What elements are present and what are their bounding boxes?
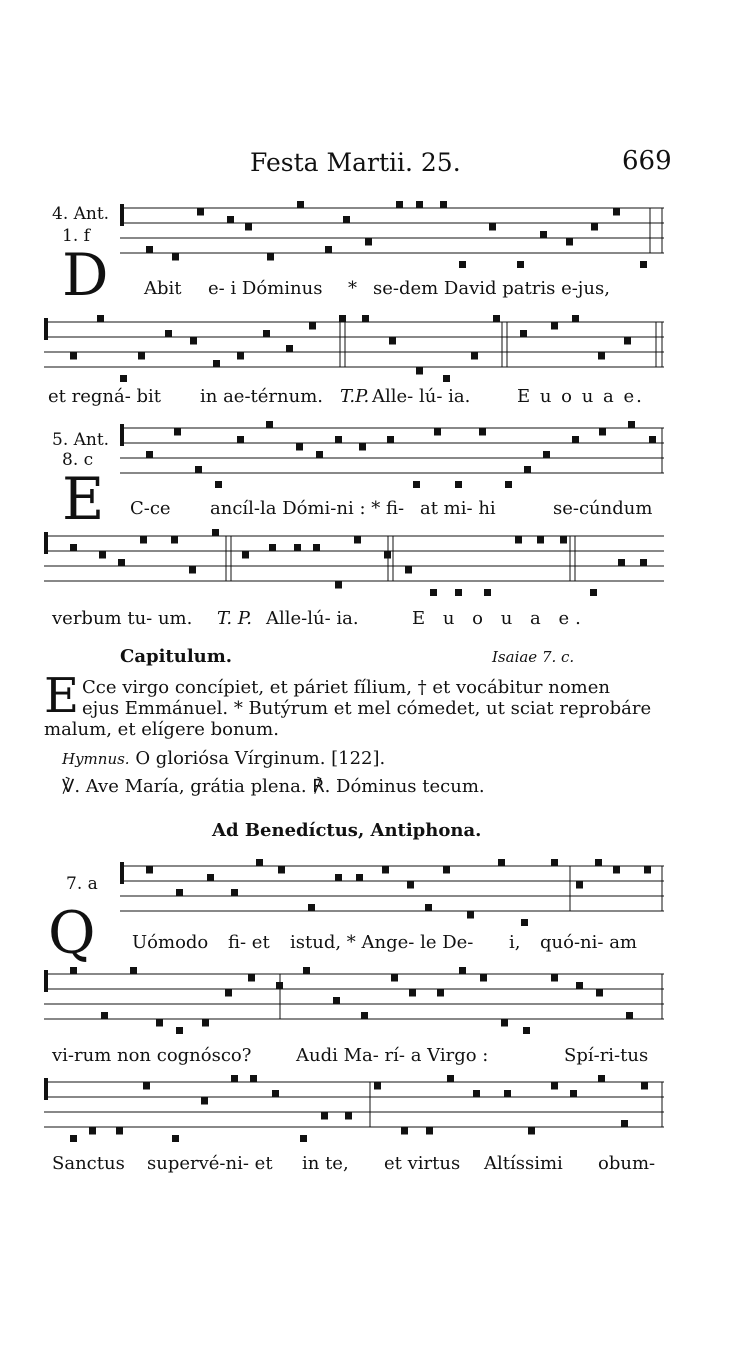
versicle: ℣. Ave María, grátia plena. ℟. Dóminus tecum. (62, 776, 485, 797)
neume (201, 1098, 208, 1105)
neume (309, 323, 316, 330)
neume (269, 544, 276, 551)
neume (101, 1012, 108, 1019)
lyric: in te, (302, 1153, 349, 1174)
lyric: quó-ni- am (540, 932, 637, 953)
lyric: at mi- hi (420, 498, 496, 519)
clef (44, 532, 48, 554)
lyric-tp: T. P. (217, 608, 252, 629)
hymnus-line (62, 748, 385, 770)
neume (242, 552, 249, 559)
neume (401, 1128, 408, 1135)
neume (266, 421, 273, 428)
neume (618, 559, 625, 566)
lyric: Sanctus (52, 1153, 125, 1174)
clef (44, 970, 48, 992)
neume (407, 882, 414, 889)
neume (590, 589, 597, 596)
neume (172, 254, 179, 261)
neume (498, 859, 505, 866)
neume (591, 224, 598, 231)
neume (384, 552, 391, 559)
antiphon-mode: 7. a (66, 874, 98, 894)
antiphon-number: 4. Ant. (52, 204, 110, 224)
neume (146, 867, 153, 874)
lyric: Alle-lú- ia. (266, 608, 359, 629)
hymnus-label: Hymnus. (62, 750, 130, 768)
neume (598, 353, 605, 360)
lyric: se-dem David patris e-jus, (373, 278, 610, 299)
neume (493, 315, 500, 322)
lyric: supervé-ni- et (147, 1153, 273, 1174)
neume (521, 919, 528, 926)
lyric: verbum tu- um. (52, 608, 193, 629)
neume (543, 451, 550, 458)
neume (197, 209, 204, 216)
neume (156, 1020, 163, 1027)
neume (286, 345, 293, 352)
lyric: Spí-ri-tus (564, 1045, 649, 1066)
neume (212, 529, 219, 536)
neume (172, 1135, 179, 1142)
neume (389, 338, 396, 345)
neume (566, 239, 573, 246)
neume (256, 859, 263, 866)
lyric-euouae: E u o u a e. (517, 386, 644, 407)
neume (644, 867, 651, 874)
neume (343, 216, 350, 223)
neume (537, 537, 544, 544)
neume (335, 874, 342, 881)
neume (426, 1128, 433, 1135)
lyric: * (348, 278, 357, 299)
lyric: in ae-térnum. (200, 386, 324, 407)
capitulum-line: malum, et elígere bonum. (44, 719, 279, 740)
neume (382, 867, 389, 874)
antiphon-number: 5. Ant. (52, 430, 110, 450)
neume (278, 867, 285, 874)
lyric: Uómodo (132, 932, 209, 953)
antiphon-mode: 1. f (62, 226, 90, 246)
lyric-tp: T.P. (340, 386, 370, 407)
lyric: fi- et (228, 932, 270, 953)
initial-letter: D (62, 241, 109, 309)
neume (70, 353, 77, 360)
neume (576, 882, 583, 889)
neume (479, 429, 486, 436)
neume (455, 481, 462, 488)
neume (303, 967, 310, 974)
neume (416, 201, 423, 208)
neume (339, 315, 346, 322)
neume (272, 1090, 279, 1097)
neume (599, 429, 606, 436)
neume (560, 537, 567, 544)
neume (467, 912, 474, 919)
initial-letter: Q (48, 899, 96, 967)
neume (362, 315, 369, 322)
lyric: e- i Dóminus (208, 278, 323, 299)
neume (517, 261, 524, 268)
neume (143, 1083, 150, 1090)
neume (437, 990, 444, 997)
antiphon-mode: 8. c (62, 450, 94, 470)
lyric: vi-rum non cognósco? (52, 1045, 252, 1066)
neume (190, 338, 197, 345)
neume (515, 537, 522, 544)
neume (359, 444, 366, 451)
neume (640, 261, 647, 268)
neume (335, 436, 342, 443)
neume (99, 552, 106, 559)
neume (626, 1012, 633, 1019)
lyric: Alle- lú- ia. (372, 386, 471, 407)
neume (447, 1075, 454, 1082)
neume (345, 1113, 352, 1120)
clef (120, 424, 124, 446)
neume (189, 567, 196, 574)
neume (237, 436, 244, 443)
neume (434, 429, 441, 436)
neume (245, 224, 252, 231)
neume (505, 481, 512, 488)
neume (443, 375, 450, 382)
neume (297, 201, 304, 208)
neume (174, 429, 181, 436)
capitulum-line: ejus Emmánuel. * Butýrum et mel cómedet, ut sciat reprobáre (82, 698, 652, 719)
neume (146, 246, 153, 253)
neume (165, 330, 172, 337)
lyric: et virtus (384, 1153, 461, 1174)
neume (595, 859, 602, 866)
neume (641, 1083, 648, 1090)
capitulum-initial: E (44, 668, 80, 724)
neume (176, 1027, 183, 1034)
neume (501, 1020, 508, 1027)
neume (321, 1113, 328, 1120)
neume (624, 338, 631, 345)
neume (613, 209, 620, 216)
clef (44, 1078, 48, 1100)
page-number: 669 (622, 146, 672, 176)
clef (120, 862, 124, 884)
neume (308, 904, 315, 911)
lyric-euouae: E u o u a e. (412, 608, 587, 629)
neume (413, 481, 420, 488)
lyric: Abit (144, 278, 182, 299)
lyric: ancíl-la Dómi-ni : * fi- (210, 498, 405, 519)
hymnus-text: O gloriósa Vírginum. [122]. (135, 748, 386, 769)
neume (118, 559, 125, 566)
neume (520, 330, 527, 337)
neume (231, 1075, 238, 1082)
neume (333, 997, 340, 1004)
lyric: i, (509, 932, 521, 953)
neume (409, 990, 416, 997)
neume (649, 436, 656, 443)
neume (356, 874, 363, 881)
neume (248, 975, 255, 982)
neume (202, 1020, 209, 1027)
neume (416, 368, 423, 375)
neume (276, 982, 283, 989)
neume (176, 889, 183, 896)
neume (613, 867, 620, 874)
neume (325, 246, 332, 253)
clef (120, 204, 124, 226)
neume (171, 537, 178, 544)
neume (294, 544, 301, 551)
neume (572, 315, 579, 322)
neume (300, 1135, 307, 1142)
neume (570, 1090, 577, 1097)
lyric: se-cúndum (553, 498, 653, 519)
neume (313, 544, 320, 551)
neume (459, 967, 466, 974)
neume (146, 451, 153, 458)
neume (335, 582, 342, 589)
neume (551, 1083, 558, 1090)
neume (396, 201, 403, 208)
neume (628, 421, 635, 428)
lyric: Audi Ma- rí- a Virgo : (296, 1045, 489, 1066)
neume (70, 544, 77, 551)
neume (440, 201, 447, 208)
neume (640, 559, 647, 566)
neume (598, 1075, 605, 1082)
neume (430, 589, 437, 596)
lyric: C-ce (130, 498, 171, 519)
capitulum-title: Capitulum. (120, 646, 233, 667)
neume (120, 375, 127, 382)
neume (528, 1128, 535, 1135)
lyric: et regná- bit (48, 386, 162, 407)
neume (621, 1120, 628, 1127)
neume (524, 466, 531, 473)
neume (504, 1090, 511, 1097)
neume (70, 967, 77, 974)
neume (551, 859, 558, 866)
neume (296, 444, 303, 451)
neume (70, 1135, 77, 1142)
neume (596, 990, 603, 997)
lyric: obum- (598, 1153, 656, 1174)
neume (97, 315, 104, 322)
neume (225, 990, 232, 997)
neume (365, 239, 372, 246)
neume (237, 353, 244, 360)
neume (425, 904, 432, 911)
lyric: istud, * Ange- le De- (290, 932, 474, 953)
neume (316, 451, 323, 458)
lyric: Altíssimi (484, 1153, 563, 1174)
neume (140, 537, 147, 544)
neume (89, 1128, 96, 1135)
running-title: Festa Martii. 25. (250, 148, 461, 177)
neume (215, 481, 222, 488)
neume (354, 537, 361, 544)
neume (489, 224, 496, 231)
clef (44, 318, 48, 340)
neume (471, 353, 478, 360)
neume (576, 982, 583, 989)
neume (455, 589, 462, 596)
neume (459, 261, 466, 268)
neume (391, 975, 398, 982)
neume (361, 1012, 368, 1019)
neume (130, 967, 137, 974)
neume (250, 1075, 257, 1082)
capitulum-reference: Isaiae 7. c. (492, 648, 575, 666)
neume (213, 360, 220, 367)
neume (227, 216, 234, 223)
neume (195, 466, 202, 473)
neume (374, 1083, 381, 1090)
neume (551, 975, 558, 982)
neume (387, 436, 394, 443)
neume (572, 436, 579, 443)
neume (116, 1128, 123, 1135)
neume (207, 874, 214, 881)
neume (405, 567, 412, 574)
neume (263, 330, 270, 337)
neume (540, 231, 547, 238)
neume (523, 1027, 530, 1034)
capitulum-line: Cce virgo concípiet, et páriet fílium, † et vocábitur nomen (82, 677, 610, 698)
neume (231, 889, 238, 896)
neume (443, 867, 450, 874)
neume (484, 589, 491, 596)
neume (267, 254, 274, 261)
neume (551, 323, 558, 330)
benedictus-title: Ad Benedíctus, Antiphona. (212, 820, 482, 841)
initial-letter: E (62, 465, 105, 533)
neume (138, 353, 145, 360)
neume (473, 1090, 480, 1097)
neume (480, 975, 487, 982)
